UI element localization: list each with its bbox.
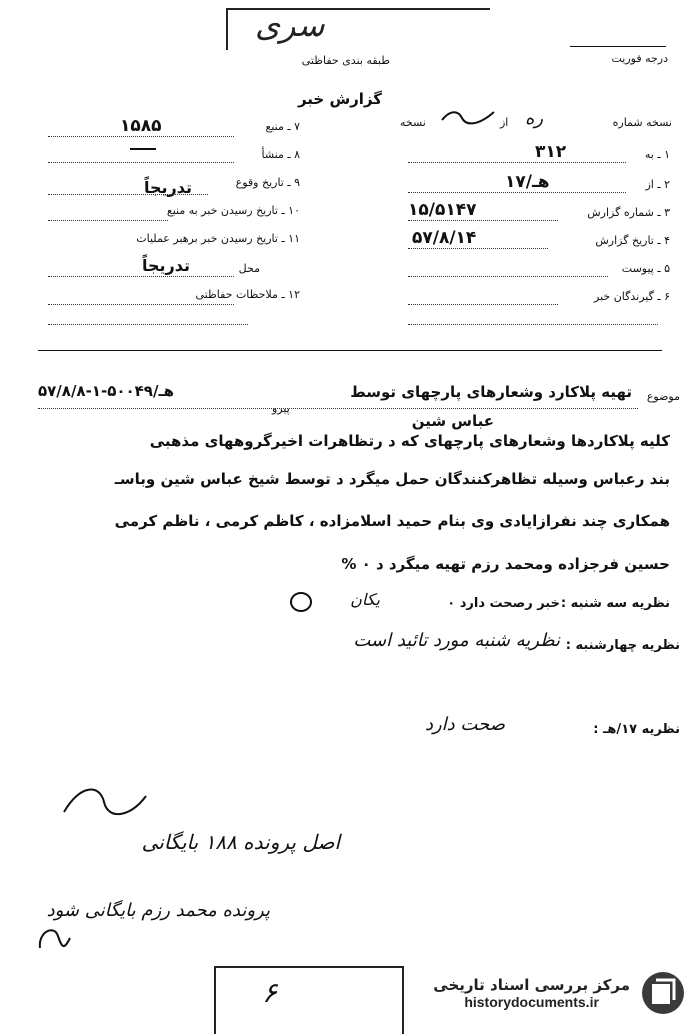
footer-watermark xyxy=(360,960,700,1032)
opinion-label: نظریه ۱۷/هـ : xyxy=(593,722,680,737)
copy-number-label: نسخه شماره xyxy=(612,116,672,129)
body-line: همکاری چند نفرازایادی وی بنام حمید اسلامزاده ، کاظم کرمی ، ناظم کرمی xyxy=(114,512,670,530)
section-divider xyxy=(38,350,662,351)
classification-stamp: سری xyxy=(255,6,325,44)
field-line xyxy=(48,162,234,163)
priority-label: درجه فوریت xyxy=(611,52,668,65)
priority-underline xyxy=(570,46,666,47)
field-label: ۱۲ ـ ملاحظات حفاظتی xyxy=(195,288,300,301)
field-line xyxy=(408,192,626,193)
field-label: ۱۰ ـ تاریخ رسیدن خبر به منبع xyxy=(166,204,300,217)
handwritten-note: اصل پرونده ۱۸۸ بایگانی xyxy=(141,830,340,854)
org-name: مرکز بررسی اسناد تاریخی xyxy=(433,976,630,994)
opinion-handwriting: یکان xyxy=(350,590,380,609)
bottom-stamp: ۶ xyxy=(262,976,278,1009)
field-line xyxy=(48,136,234,137)
handwritten-note: پرونده محمد رزم بایگانی شود xyxy=(46,900,270,921)
body-line: بند رعباس وسیله تظاهرکنندگان حمل میگرد د توسط شیخ عباس شین وباسـ xyxy=(114,470,670,488)
signature-scribble xyxy=(60,782,150,822)
field-label: ۶ ـ گیرندگان خبر xyxy=(594,290,670,303)
field-line xyxy=(48,220,168,221)
opinion-label: نظریه سه شنبه : xyxy=(560,596,670,611)
field-line xyxy=(408,220,558,221)
field-line xyxy=(48,194,208,195)
report-title: گزارش خبر xyxy=(297,90,382,108)
field-value: ۱۵۸۵ xyxy=(120,116,162,136)
classification-label: طبقه بندی حفاظتی xyxy=(301,54,390,67)
field-label: محل xyxy=(238,262,260,275)
field-label: ۹ ـ تاریخ وقوع xyxy=(235,176,300,189)
field-value: ۵۷/۸/۱۴ xyxy=(412,228,477,248)
subject-text: تهیه پلاکارد وشعارهای پارچهای توسط xyxy=(350,383,632,401)
field-value: تدریجاً xyxy=(143,178,192,197)
footer-text xyxy=(433,976,630,1010)
copy-count-scribble xyxy=(440,106,496,128)
opinion-handwriting: نظریه شنبه مورد تائید است xyxy=(353,630,560,651)
field-label: ۵ ـ پیوست xyxy=(621,262,670,275)
field-line xyxy=(408,248,548,249)
subject-label: موضوع xyxy=(646,390,680,403)
signature-mark xyxy=(286,590,316,614)
field-label: ۴ ـ تاریخ گزارش xyxy=(595,234,670,247)
signature-scribble xyxy=(34,918,74,954)
subject-pirou: پیرو xyxy=(272,402,290,415)
subject-name: عباس شین xyxy=(411,412,494,430)
field-line xyxy=(408,324,658,325)
field-value: ۳۱۲ xyxy=(535,142,567,162)
field-value-dash xyxy=(130,148,156,150)
field-line xyxy=(408,304,558,305)
field-line xyxy=(408,276,608,277)
subject-line xyxy=(38,408,638,409)
body-line: حسین فرجزاده ومحمد رزم تهیه میگرد د ۰ % xyxy=(341,555,670,573)
opinion-handwriting: صحت دارد xyxy=(424,714,505,735)
field-value: ۱۷/هـ xyxy=(505,172,550,192)
field-label: ۱ ـ به xyxy=(644,148,670,161)
field-line xyxy=(48,304,234,305)
opinion-label: نظریه چهارشنبه : xyxy=(565,638,680,653)
field-line xyxy=(48,324,248,325)
archive-logo-icon xyxy=(640,970,686,1016)
field-label: ۷ ـ منبع xyxy=(265,120,300,133)
field-value: ۱۵/۵۱۴۷ xyxy=(408,200,477,220)
field-label: ۸ ـ منشأ xyxy=(261,148,300,161)
copy-from-label: از xyxy=(500,116,509,129)
field-label: ۲ ـ از xyxy=(645,178,670,191)
field-line xyxy=(408,162,626,163)
field-label: ۱۱ ـ تاریخ رسیدن خبر برهبر عملیات xyxy=(136,232,300,245)
opinion-text: خبر رصحت دارد ۰ xyxy=(447,596,560,611)
copy-number-value: ره xyxy=(525,108,544,129)
body-line: کلیه پلاکاردها وشعارهای پارچهای که د رتظاهرات اخیرگروههای مذهبی xyxy=(149,432,670,450)
field-value: تدریجاً xyxy=(141,256,190,275)
copies-label: نسخه xyxy=(400,116,426,129)
footer-brand xyxy=(433,970,686,1016)
field-label: ۳ ـ شماره گزارش xyxy=(587,206,670,219)
field-line xyxy=(48,276,234,277)
org-url[interactable]: historydocuments.ir xyxy=(464,994,599,1010)
subject-reference: ۵۷/۸/۸-۱-هـ/۵۰۰۴۹ xyxy=(38,382,174,400)
